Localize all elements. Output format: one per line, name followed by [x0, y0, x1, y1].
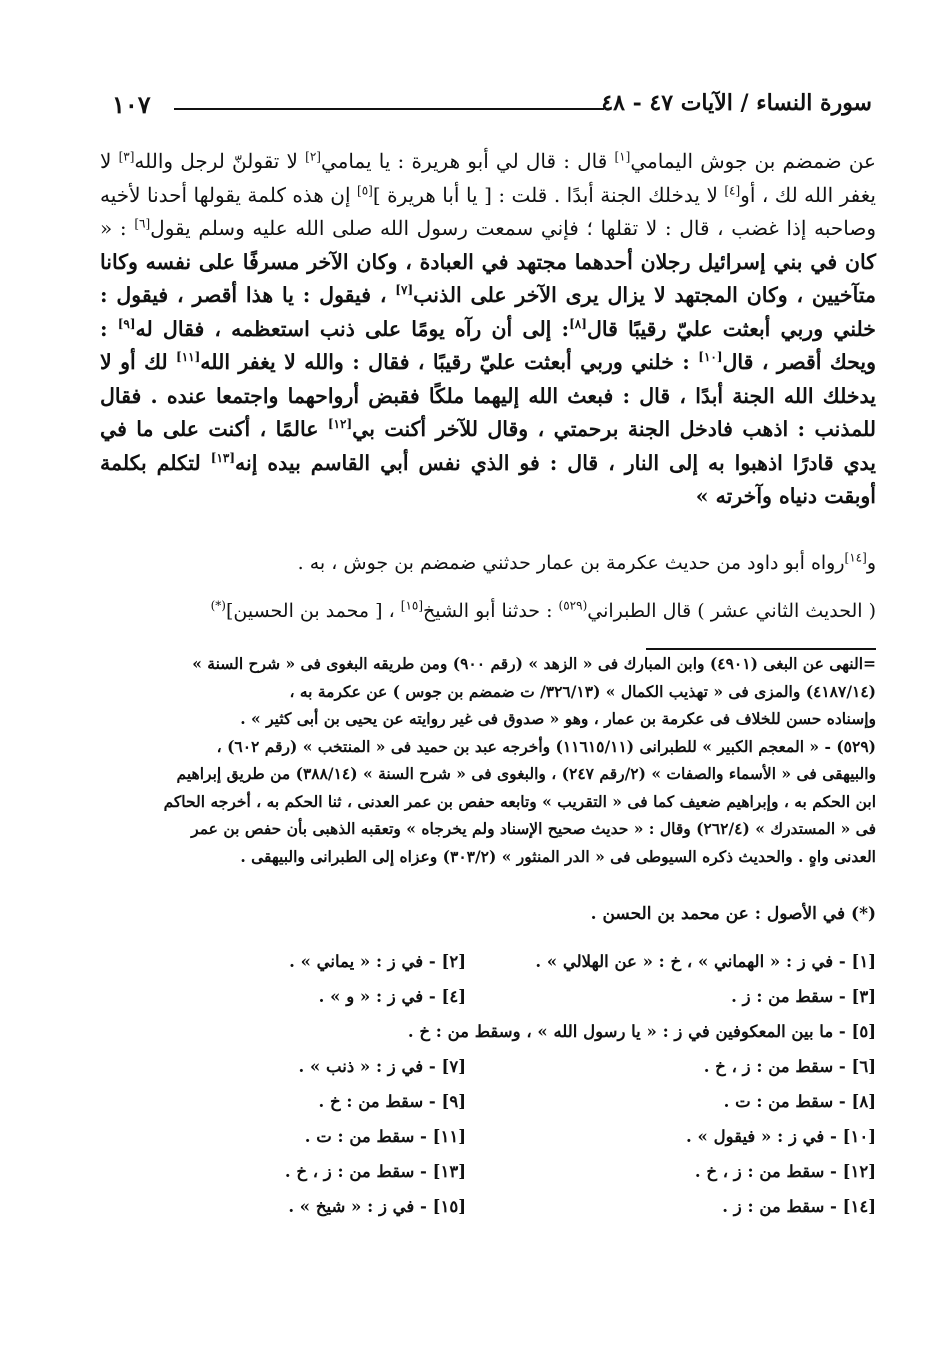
hadith-text	[100, 250, 876, 509]
variant-note: [٨] - سقط من : ت .	[723, 1092, 876, 1111]
footnote-marker: [١٠]	[698, 350, 723, 365]
footnote-marker: [١١]	[176, 350, 201, 365]
footnote-line: العدنى واهٍ . والحديث ذكره السيوطى فى « الدر المنثور » (٣٠٣/٢) وعزاه إلى الطبرانى والبيهقى .	[240, 846, 876, 866]
page-number: ١٠٧	[112, 90, 151, 119]
narration-line	[100, 548, 876, 578]
hadith-twelve-heading	[100, 596, 876, 626]
variant-row	[100, 1162, 876, 1197]
footnote-marker: [٧]	[395, 283, 414, 298]
footnote-marker: [١]	[614, 149, 631, 164]
variant-note: [١٤] - سقط من : ز .	[722, 1197, 876, 1216]
variant-note: [١٠] - في ز : « فيقول » .	[686, 1127, 876, 1146]
variant-note: [٦] - سقط من : ز ، خ .	[703, 1057, 876, 1076]
variant-row	[100, 1197, 876, 1232]
footnote-marker: [١٤]	[844, 550, 867, 565]
footnote-marker: (*)	[210, 598, 226, 613]
footnote-marker: [٥]	[357, 182, 373, 197]
text-segment: ( الحديث الثاني عشر ) قال الطبراني	[587, 600, 876, 622]
text-segment: عن ضمضم بن جوش اليمامي	[630, 149, 876, 173]
variant-row	[100, 1022, 876, 1057]
footnote-marker: [٩]	[117, 316, 136, 331]
variant-row	[100, 952, 876, 987]
hadith-segment: : ويحك أقصر ، قال	[100, 316, 876, 374]
footnote-line: =النهى عن البغى (٤٩٠١) وابن المبارك فى « الزهد » (رقم ٩٠٠) ومن طريقه البغوى فى « شرح السنة »	[192, 654, 876, 673]
variant-row	[100, 987, 876, 1022]
footnote-marker: [٨]	[569, 316, 587, 331]
text-segment: لا تقولنّ لرجل والله	[134, 149, 306, 173]
text-segment: لا يغفر الله لك ، أو	[100, 149, 877, 207]
variant-readings	[100, 952, 876, 1232]
footnote-line: فى « المستدرك » (٢٦٢/٤) وقال : « حديث صحيح الإسناد ولم يخرجاه » وتعقبه الذهبى بأن حفص بن عمر	[191, 819, 876, 838]
variant-row	[100, 1127, 876, 1162]
hadith-segment: لتكلم بكلمة أوبقت دنياه وآخرته »	[100, 450, 876, 508]
footnote-marker: (٥٢٩)	[558, 598, 588, 613]
variant-note: [١] - في ز : « الهماني » ، خ : « عن الهلالي » .	[535, 952, 876, 971]
footnote-marker: [٣]	[118, 149, 135, 164]
variant-note: [١٣] - سقط من : ز ، خ .	[284, 1162, 466, 1181]
header-rule	[174, 108, 604, 110]
footnote-line: (٤١٨٧/١٤) والمزى فى « تهذيب الكمال » (٣٢٦/١٣/ ت ضمضم بن جوس ) عن عكرمة به ،	[289, 681, 876, 701]
hadith-segment: عالمًا ، أكنت على ما في يدي قادرًا اذهبوا به إلى النار ، قال : فو الذي نفس أبي القاسم بيده إنه	[100, 417, 876, 475]
footnote-marker: [٢]	[305, 149, 321, 164]
variant-row	[100, 1092, 876, 1127]
footnote-line: وإسناده حسن للخلاف فى عكرمة بن عمار ، وهو « صدوق فى غير روايته عن يحيى بن أبى كثير » .	[240, 709, 876, 728]
star-note: (*) في الأصول : عن محمد بن الحسن .	[590, 904, 876, 924]
variant-note: [١٥] - في ز : « شيخ » .	[288, 1197, 466, 1216]
text-segment: إن هذه كلمة يقولها أحدنا لأخيه وصاحبه إذا غضب ، قال : لا تقلها ؛ فإني سمعت رسول الله صلى الله عليه وسلم يقول	[100, 182, 876, 240]
footnote-marker: [١٥]	[400, 598, 424, 613]
variant-note: [٩] - سقط من : خ .	[318, 1092, 466, 1111]
main-text	[100, 145, 876, 514]
hadith-segment: : إلى أن رآه يومًا على ذنب استعظمه ، فقال له	[135, 316, 570, 341]
footnotes	[100, 650, 876, 870]
text-segment: : «	[100, 216, 135, 240]
footnote-line: (٥٢٩) - « المعجم الكبير » للطبرانى (١١٦١٥/١١) وأخرجه عبد بن حميد فى « المنتخب » (رقم ٦٠٢) ،	[216, 736, 876, 756]
footnote-line: والبيهقى فى « الأسماء والصفات » (٢/رقم ٢٤٧) ، والبغوى فى « شرح السنة » (٣٨٨/١٤) من طريق إبراهيم	[176, 764, 876, 783]
variant-note: [٣] - سقط من : ز .	[731, 987, 876, 1006]
hadith-segment: ، فيقول : يا هذا أقصر ، فيقول : خلني وربي أبعثت عليّ رقيبًا قال	[100, 283, 876, 341]
text-segment: : حدثنا أبو الشيخ	[423, 600, 559, 622]
footnote-marker: [٤]	[724, 182, 741, 197]
variant-note: [٥] - ما بين المعكوفين في ز : « يا رسول الله » ، وسقط من : خ .	[407, 1022, 876, 1041]
variant-note: [٤] - في ز : « و » .	[318, 987, 466, 1006]
variant-note: [١٢] - سقط من : ز ، خ .	[694, 1162, 876, 1181]
text-segment: لا يدخلك الجنة أبدًا . قلت : [ يا أبا هريرة ]	[372, 182, 725, 207]
footnote-line: ابن الحكم به ، وإبراهيم ضعيف كما فى « التقريب » وتابعه حفص بن عمر العدنى ، ثنا الحكم به ، أخرجه الحاكم	[163, 791, 876, 811]
variant-note: [١١] - سقط من : ت .	[304, 1127, 466, 1146]
text-segment: رواه أبو داود من حديث عكرمة بن عمار حدثني ضمضم بن جوش ، به .	[297, 552, 845, 574]
footnote-marker: [٦]	[134, 216, 151, 231]
page-header	[112, 90, 872, 124]
text-segment: ، [ محمد بن الحسين]	[225, 600, 401, 622]
text-segment: قال : قال لي أبو هريرة : يا يمامي	[320, 149, 615, 173]
variant-note: [٢] - في ز : « يماني » .	[289, 952, 466, 971]
footnote-marker: [١٣]	[210, 450, 236, 465]
footnote-marker: [١٢]	[327, 417, 353, 432]
variant-row	[100, 1057, 876, 1092]
variant-note: [٧] - في ز : « ذنب » .	[298, 1057, 466, 1076]
text-segment: و	[866, 552, 876, 574]
running-title: سورة النساء / الآيات ٤٧ - ٤٨	[601, 90, 872, 116]
hadith-segment: لك أو لا يدخلك الله الجنة أبدًا ، قال : فبعث الله إليهما ملكًا فقبض أرواحهما واجتمعا عنده . فقال للمذنب : اذهب فادخل الجنة برحمتي ، وقال للآخر أكنت بي	[100, 350, 876, 441]
hadith-segment: كان في بني إسرائيل رجلان أحدهما مجتهد في العبادة ، وكان الآخر مسرفًا على نفسه وكانا متآخيين ، وكان المجتهد لا يزال يرى الآخر على الذنب	[100, 249, 876, 307]
hadith-segment: : خلني وربي أبعثت عليّ رقيبًا ، فقال : والله لا يغفر الله	[200, 350, 699, 374]
